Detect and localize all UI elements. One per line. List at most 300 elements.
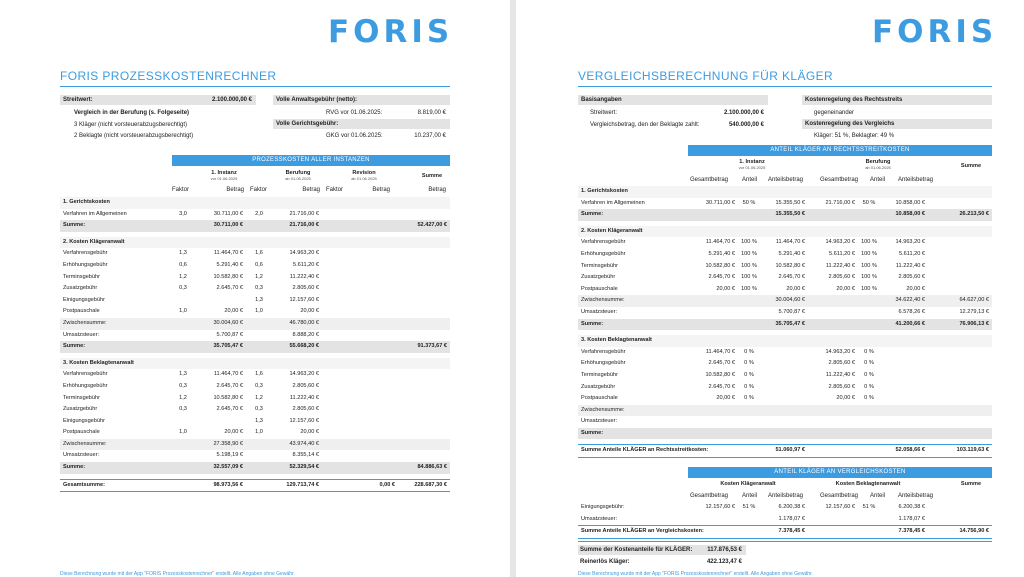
- cell-g2: [808, 295, 858, 307]
- kostenregelung-rs-value: gegeneinander: [814, 110, 855, 116]
- cell-f1: 1,2: [179, 273, 187, 280]
- cell-s: [928, 502, 992, 514]
- cell-g1: [688, 514, 738, 526]
- cell-f2: [246, 439, 272, 451]
- cell-ab2: 20,00 €: [906, 285, 925, 292]
- cell-f1: [170, 197, 196, 209]
- kostenregelung-v-label: Kostenregelung des Vergleichs: [805, 121, 895, 127]
- vergleichskosten-table: [578, 502, 992, 539]
- cell-s: [928, 284, 992, 296]
- row-label: Zwischensumme:: [60, 439, 170, 451]
- cell-f2: 0,3: [255, 382, 263, 389]
- cell-g1: [688, 335, 738, 347]
- cell-ab1: [760, 405, 808, 417]
- cell-b3: 0,00 €: [348, 479, 398, 492]
- cell-s: 76.906,13 €: [928, 319, 992, 331]
- cell-b3: [348, 330, 398, 342]
- row-label: Zusatzgebühr: [63, 406, 98, 413]
- cell-g2: [808, 319, 858, 331]
- cell-g2: [808, 405, 858, 417]
- cell-b1: 10.582,80 €: [213, 273, 243, 280]
- sum-row: [578, 209, 992, 221]
- cell-s: 64.627,00 €: [928, 295, 992, 307]
- cell-ab2: [880, 405, 928, 417]
- row-label: Summe:: [578, 428, 688, 440]
- section-row: [578, 335, 992, 347]
- cell-b3: [348, 272, 398, 284]
- cell-ab1: [760, 416, 808, 428]
- row-label: 2. Kosten Klägeranwalt: [60, 237, 170, 249]
- cell-ab1: 7.378,45 €: [760, 526, 808, 539]
- cell-b1: 30.004,60 €: [196, 318, 246, 330]
- col-head-anteilsbetrag-4: Anteilsbetrag: [898, 493, 934, 499]
- section-row: [60, 197, 450, 209]
- cell-g2: 21.716,00 €: [825, 199, 855, 206]
- cell-b1: 2.645,70 €: [216, 382, 243, 389]
- cell-ab1: [760, 335, 808, 347]
- row-label: Summe:: [60, 462, 170, 474]
- cell-b2: 43.974,40 €: [272, 439, 322, 451]
- cell-f3: [322, 306, 348, 318]
- cell-a2: [858, 209, 880, 221]
- cell-g2: [808, 226, 858, 238]
- cell-g2: 14.963,20 €: [825, 239, 855, 246]
- table-row: [578, 358, 992, 370]
- cell-f2: 0,3: [255, 406, 263, 413]
- row-label: 2. Kosten Klägeranwalt: [578, 226, 688, 238]
- table-row: [60, 306, 450, 318]
- cell-b3: [348, 248, 398, 260]
- cell-b3: [348, 381, 398, 393]
- cell-a1: [738, 514, 760, 526]
- cell-ab2: [880, 393, 928, 405]
- table-row: [60, 450, 450, 462]
- row-label: Summe Anteile KLÄGER an Vergleichskosten:: [578, 526, 688, 539]
- cell-f2: [246, 197, 272, 209]
- row-label: Summe:: [578, 209, 688, 221]
- rvg-label: RVG vor 01.06.2025:: [326, 110, 383, 116]
- cell-a1: 100 %: [741, 285, 757, 292]
- cell-s: [398, 237, 450, 249]
- cell-b3: [348, 369, 398, 381]
- cell-s: 228.687,30 €: [398, 479, 450, 492]
- cell-g1: [688, 186, 738, 198]
- cell-b1: 20,00 €: [224, 308, 243, 315]
- cell-f1: [170, 341, 196, 353]
- table-row: [578, 237, 992, 249]
- cell-ab2: 11.222,40 €: [895, 262, 925, 269]
- col-head-instanz1: 1. Instanz vor 01.06.2025: [210, 170, 238, 181]
- cell-b2: 2.805,60 €: [292, 406, 319, 413]
- cell-s: [928, 370, 992, 382]
- cell-f3: [322, 197, 348, 209]
- document-page-right: [516, 0, 1024, 577]
- cell-s: [398, 283, 450, 295]
- cell-s: [928, 237, 992, 249]
- streitwert-label: Streitwert:: [590, 110, 618, 116]
- cell-s: [398, 427, 450, 439]
- cell-f2: 1,2: [255, 394, 263, 401]
- cell-f3: [322, 450, 348, 462]
- cell-a1: [738, 307, 760, 319]
- row-label: Terminsgebühr: [63, 273, 100, 280]
- footer-note: Diese Berechnung wurde mit der App "FORIS Prozesskostenrechner" erstellt. Alle Angaben ohne Gewähr.: [578, 571, 813, 577]
- cell-a2: 50 %: [862, 199, 876, 206]
- cell-ab2: [880, 416, 928, 428]
- table-row: [60, 272, 450, 284]
- cell-a2: [858, 514, 880, 526]
- cell-b1: 32.557,09 €: [196, 462, 246, 474]
- cell-ab2: [880, 370, 928, 382]
- cell-g2: 2.805,60 €: [828, 274, 855, 281]
- row-label: Einigungsgebühr: [63, 296, 105, 303]
- table-row: [578, 272, 992, 284]
- row-label: Verfahren im Allgemeinen: [63, 210, 127, 217]
- cell-b2: [272, 358, 322, 370]
- cell-f2: [246, 450, 272, 462]
- prozesskosten-band: PROZESSKOSTEN ALLER INSTANZEN: [172, 155, 450, 166]
- cell-f3: [322, 341, 348, 353]
- cell-a2: 0 %: [864, 360, 874, 367]
- cell-a1: [738, 445, 760, 458]
- cell-s: [398, 369, 450, 381]
- cell-f3: [322, 462, 348, 474]
- cell-ab2: 14.963,20 €: [895, 239, 925, 246]
- cell-a1: 100 %: [741, 250, 757, 257]
- cell-a1: [738, 416, 760, 428]
- row-label: Postpauschale: [581, 285, 618, 292]
- kostenregelung-rs-label: Kostenregelung des Rechtsstreits: [805, 97, 903, 103]
- cell-a1: 100 %: [741, 274, 757, 281]
- cell-ab1: 10.582,80 €: [775, 262, 805, 269]
- table-row: [578, 502, 992, 514]
- cell-a2: 0 %: [864, 348, 874, 355]
- cell-b2: 55.668,20 €: [272, 341, 322, 353]
- table-row: [60, 369, 450, 381]
- vergleichskosten-band: ANTEIL KLÄGER AN VERGLEICHSKOSTEN: [688, 467, 992, 478]
- cell-f2: [246, 318, 272, 330]
- cell-g1: [688, 295, 738, 307]
- cell-g1: [688, 416, 738, 428]
- row-label: Umsatzsteuer:: [581, 418, 618, 425]
- row-label: Einigungsgebühr: [63, 417, 105, 424]
- gericht-label: Volle Gerichtsgebühr:: [276, 121, 339, 127]
- cell-s: [398, 197, 450, 209]
- cell-f3: [322, 220, 348, 232]
- foris-logo: FORIS: [328, 14, 454, 50]
- cell-b3: [348, 358, 398, 370]
- cell-ab2: 6.200,38 €: [898, 504, 925, 510]
- cell-ab2: 5.611,20 €: [898, 250, 925, 257]
- cell-f1: 1,3: [179, 371, 187, 378]
- prozesskosten-table: [60, 197, 450, 492]
- gkg-value: 10.237,00 €: [414, 133, 446, 139]
- cell-s: [928, 347, 992, 359]
- cell-a1: 100 %: [741, 239, 757, 246]
- cell-s: 91.373,67 €: [398, 341, 450, 353]
- row-label: 1. Gerichtskosten: [60, 197, 170, 209]
- row-label: Erhöhungsgebühr: [63, 261, 108, 268]
- cell-g1: 10.582,80 €: [705, 371, 735, 378]
- streitwert-value: 2.100.000,00 €: [211, 97, 252, 103]
- col-head-summe: Summe: [960, 163, 982, 169]
- cell-b2: 20,00 €: [300, 308, 319, 315]
- cell-g1: [688, 209, 738, 221]
- row-label: Zusatzgebühr: [581, 383, 616, 390]
- col-head-betrag-sum: Betrag: [428, 187, 446, 193]
- cell-b1: [196, 197, 246, 209]
- cell-ab2: [880, 335, 928, 347]
- cell-b3: [348, 237, 398, 249]
- cell-s: [398, 416, 450, 428]
- cell-f1: 1,0: [179, 308, 187, 315]
- cell-b1: 2.645,70 €: [216, 406, 243, 413]
- cell-b2: 11.222,40 €: [289, 394, 319, 401]
- cell-s: [928, 226, 992, 238]
- cell-a2: [858, 319, 880, 331]
- cell-s: [928, 514, 992, 526]
- cell-a2: [858, 186, 880, 198]
- cell-a1: 50 %: [742, 199, 756, 206]
- cell-f3: [322, 248, 348, 260]
- cell-ab2: 2.805,60 €: [898, 274, 925, 281]
- cell-f3: [322, 381, 348, 393]
- cell-f2: 1,2: [255, 273, 263, 280]
- cell-ab2: 10.858,00 €: [895, 199, 925, 206]
- table-row: [60, 330, 450, 342]
- cell-b1: 5.198,19 €: [216, 452, 243, 459]
- cell-g1: 20,00 €: [716, 395, 735, 402]
- cell-f3: [322, 283, 348, 295]
- cell-ab2: [880, 428, 928, 440]
- cell-b3: [348, 295, 398, 307]
- cell-s: [928, 249, 992, 261]
- row-label: Terminsgebühr: [581, 371, 618, 378]
- cell-b2: 12.157,60 €: [289, 417, 319, 424]
- table-row: [578, 261, 992, 273]
- cell-b2: 129.713,74 €: [272, 479, 322, 492]
- cell-b1: 10.582,80 €: [213, 394, 243, 401]
- sum-row: [60, 341, 450, 353]
- cell-f2: 1,3: [255, 417, 263, 424]
- row-label: Verfahrensgebühr: [63, 250, 108, 257]
- cell-b2: [272, 237, 322, 249]
- cell-a1: 0 %: [744, 371, 754, 378]
- cell-s: [398, 260, 450, 272]
- cell-f1: 0,3: [179, 406, 187, 413]
- table-row: [60, 209, 450, 221]
- kostenanteile-label: Summe der Kostenanteile für KLÄGER:: [580, 547, 693, 553]
- sum-row: [60, 220, 450, 232]
- cell-s: [398, 295, 450, 307]
- cell-s: [928, 393, 992, 405]
- table-row: [60, 393, 450, 405]
- cell-b3: [348, 393, 398, 405]
- cell-s: [928, 382, 992, 394]
- sum-row: [578, 526, 992, 539]
- cell-s: 84.886,63 €: [398, 462, 450, 474]
- row-label: 1. Gerichtskosten: [578, 186, 688, 198]
- cell-f2: [246, 237, 272, 249]
- cell-f2: 0,6: [255, 261, 263, 268]
- cell-g2: [808, 526, 858, 539]
- cell-f3: [322, 369, 348, 381]
- cell-s: [398, 272, 450, 284]
- table-row: [60, 260, 450, 272]
- cell-g1: [688, 307, 738, 319]
- cell-a2: [858, 307, 880, 319]
- cell-g2: 5.611,20 €: [828, 250, 855, 257]
- cell-b2: 11.222,40 €: [289, 273, 319, 280]
- cell-g2: 2.805,60 €: [828, 360, 855, 367]
- cell-f2: [246, 341, 272, 353]
- section-row: [60, 237, 450, 249]
- cell-f2: [246, 358, 272, 370]
- cell-s: [398, 450, 450, 462]
- cell-b1: [196, 295, 246, 307]
- row-label: Summe:: [60, 220, 170, 232]
- cell-s: 52.427,00 €: [398, 220, 450, 232]
- totals-rule: [578, 541, 992, 542]
- col-head-klaegeranwalt: Kosten Klägeranwalt: [720, 481, 776, 487]
- cell-a2: [858, 335, 880, 347]
- reinerloes-label: Reinerlös Kläger:: [580, 559, 630, 565]
- cell-ab2: 1.178,07 €: [898, 515, 925, 522]
- col-head-berufung: Berufung ab 01.06.2025: [865, 159, 891, 170]
- cell-g1: [688, 405, 738, 417]
- cell-a1: 0 %: [744, 383, 754, 390]
- cell-g2: [808, 186, 858, 198]
- cell-b2: 14.963,20 €: [289, 250, 319, 257]
- cell-s: [398, 330, 450, 342]
- cell-f1: [170, 358, 196, 370]
- cell-b1: 20,00 €: [224, 429, 243, 436]
- page-title: FORIS PROZESSKOSTENRECHNER: [60, 69, 277, 83]
- cell-b2: 21.716,00 €: [272, 220, 322, 232]
- cell-f2: 0,3: [255, 285, 263, 292]
- section-row: [578, 226, 992, 238]
- cell-f3: [322, 260, 348, 272]
- cell-b3: [348, 427, 398, 439]
- col-head-betrag-2: Betrag: [302, 187, 320, 193]
- cell-f1: [170, 439, 196, 451]
- col-head-summe: Summe: [421, 173, 443, 179]
- col-head-faktor-1: Faktor: [172, 187, 190, 193]
- cell-g1: 5.291,40 €: [708, 250, 735, 257]
- col-head-gesamtbetrag-2: Gesamtbetrag: [820, 177, 859, 183]
- col-head-faktor-2: Faktor: [250, 187, 268, 193]
- sum-row: [60, 462, 450, 474]
- col-head-instanz1: 1. Instanz vor 01.06.2025: [738, 159, 766, 170]
- table-row: [578, 370, 992, 382]
- gkg-label: GKG vor 01.06.2025:: [326, 133, 383, 139]
- row-label: Verfahrensgebühr: [581, 348, 626, 355]
- row-label: Zusatzgebühr: [581, 274, 616, 281]
- cell-f1: [170, 237, 196, 249]
- cell-s: [928, 272, 992, 284]
- cell-ab2: [880, 347, 928, 359]
- streitwert-value: 2.100.000,00 €: [723, 110, 764, 116]
- cell-b1: 5.291,40 €: [216, 261, 243, 268]
- cell-g2: 11.222,40 €: [825, 371, 855, 378]
- cell-b3: [348, 283, 398, 295]
- rechtsstreitkosten-band: ANTEIL KLÄGER AN RECHTSSTREITKOSTEN: [688, 145, 992, 156]
- row-label: Gesamtsumme:: [60, 479, 170, 492]
- cell-ab1: [760, 358, 808, 370]
- cell-a2: 100 %: [861, 262, 877, 269]
- col-head-anteil-4: Anteil: [870, 493, 886, 499]
- table-row: [578, 393, 992, 405]
- cell-b1: 5.700,87 €: [216, 331, 243, 338]
- row-label: Umsatzsteuer:: [581, 515, 618, 522]
- cell-f3: [322, 272, 348, 284]
- cell-a2: 0 %: [864, 395, 874, 402]
- row-label: Postpauschale: [63, 429, 100, 436]
- row-label: Zwischensumme:: [578, 405, 688, 417]
- cell-b2: [272, 197, 322, 209]
- cell-b3: [348, 450, 398, 462]
- table-row: [60, 427, 450, 439]
- row-label: Terminsgebühr: [63, 394, 100, 401]
- cell-s: [928, 335, 992, 347]
- cell-ab2: 10.858,00 €: [880, 209, 928, 221]
- cell-s: [928, 428, 992, 440]
- cell-b2: 46.780,00 €: [272, 318, 322, 330]
- cell-g2: 20,00 €: [836, 395, 855, 402]
- sum-row: [578, 428, 992, 440]
- cell-b3: [348, 416, 398, 428]
- rvg-value: 8.819,00 €: [417, 110, 446, 116]
- table-row: [578, 307, 992, 319]
- cell-f1: [170, 330, 196, 342]
- cell-f2: 2,0: [255, 210, 263, 217]
- document-page-left: [0, 0, 510, 577]
- col-head-summe-2: Summe: [960, 481, 982, 487]
- sum-row: [578, 319, 992, 331]
- cell-ab2: [880, 186, 928, 198]
- cell-g1: [688, 319, 738, 331]
- cell-g2: [808, 514, 858, 526]
- table-row: [578, 416, 992, 428]
- title-rule: [60, 86, 450, 87]
- cell-f1: 1,0: [179, 429, 187, 436]
- cell-g2: [808, 307, 858, 319]
- cell-ab1: 15.355,50 €: [760, 209, 808, 221]
- cell-f1: 3,0: [179, 210, 187, 217]
- row-label: Erhöhungsgebühr: [581, 250, 626, 257]
- cell-f1: [170, 416, 196, 428]
- cell-a1: 51 %: [742, 504, 756, 510]
- cell-g2: 14.963,20 €: [825, 348, 855, 355]
- col-head-beklagtenanwalt: Kosten Beklagtenanwalt: [835, 481, 901, 487]
- col-head-gesamtbetrag-3: Gesamtbetrag: [690, 493, 729, 499]
- cell-f3: [322, 209, 348, 221]
- cell-a2: 100 %: [861, 285, 877, 292]
- cell-b3: [348, 462, 398, 474]
- foris-logo: FORIS: [872, 14, 998, 50]
- cell-s: [398, 381, 450, 393]
- cell-s: [398, 404, 450, 416]
- cell-b3: [348, 306, 398, 318]
- title-rule: [578, 86, 992, 87]
- cell-g2: [808, 416, 858, 428]
- klaeger-note: 3 Kläger (nicht vorsteuerabzugsberechtigt): [74, 122, 188, 128]
- cell-ab1: 5.700,87 €: [778, 308, 805, 315]
- table-row: [578, 198, 992, 210]
- cell-s: [398, 209, 450, 221]
- table-row: [60, 439, 450, 451]
- sum-row: [578, 445, 992, 458]
